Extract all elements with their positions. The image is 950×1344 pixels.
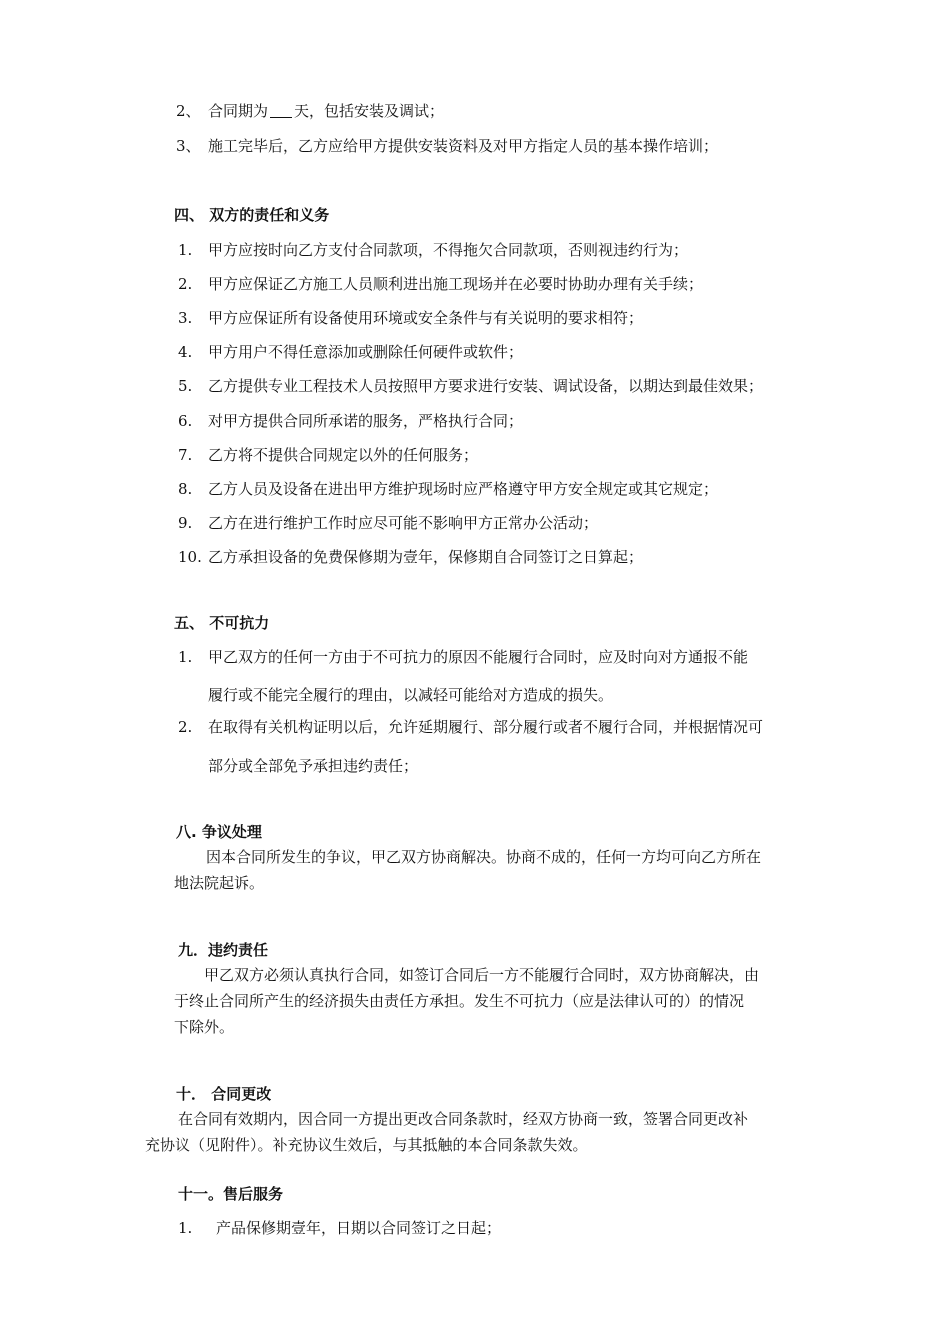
- clause-number: 2.: [178, 718, 193, 736]
- paragraph-line: 因本合同所发生的争议，甲乙双方协商解决。协商不成的，任何一方均可向乙方所在: [206, 848, 762, 866]
- clause-number: 4.: [178, 343, 193, 361]
- paragraph-line: 下除外。: [174, 1018, 235, 1036]
- clause-text: 乙方提供专业工程技术人员按照甲方要求进行安装、调试设备，以期达到最佳效果；: [208, 377, 764, 395]
- clause-4-3: [178, 308, 643, 328]
- clause-text: 产品保修期壹年，日期以合同签订之日起；: [216, 1219, 502, 1237]
- clause-5-2: [178, 717, 763, 737]
- clause-text: 天，包括安装及调试；: [294, 102, 445, 120]
- clause-text: 对甲方提供合同所承诺的服务，严格执行合同；: [208, 412, 524, 430]
- clause-4-4: [178, 342, 523, 362]
- clause-4-7: [178, 445, 478, 465]
- clause-4-1: [178, 240, 688, 260]
- clause-text: 在取得有关机构证明以后，允许延期履行、部分履行或者不履行合同，并根据情况可: [208, 718, 764, 736]
- clause-number: 2、: [176, 102, 201, 120]
- clause-5-2-cont: 部分或全部免予承担违约责任；: [208, 757, 419, 775]
- clause-4-2: [178, 274, 703, 294]
- clause-text: 乙方在进行维护工作时应尽可能不影响甲方正常办公活动；: [208, 514, 599, 532]
- clause-3-3: [176, 136, 718, 156]
- clause-number: 9.: [178, 514, 193, 532]
- clause-number: 7.: [178, 446, 193, 464]
- paragraph-line: 地法院起诉。: [174, 874, 265, 892]
- clause-4-9: [178, 513, 598, 533]
- paragraph-line: 在合同有效期内，因合同一方提出更改合同条款时，经双方协商一致，签署合同更改补: [178, 1110, 749, 1128]
- clause-11-1: [178, 1218, 501, 1238]
- clause-text: 乙方人员及设备在进出甲方维护现场时应严格遵守甲方安全规定或其它规定；: [208, 480, 719, 498]
- section-heading: 九．违约责任: [178, 941, 269, 959]
- clause-3-2: [176, 101, 444, 121]
- clause-text: 乙方将不提供合同规定以外的任何服务；: [208, 446, 479, 464]
- clause-text: 甲方用户不得任意添加或删除任何硬件或软件；: [208, 343, 524, 361]
- paragraph-line: 甲乙双方必须认真执行合同，如签订合同后一方不能履行合同时，双方协商解决，由: [204, 966, 760, 984]
- clause-number: 2.: [178, 275, 193, 293]
- section-heading: 十． 合同更改: [176, 1085, 272, 1103]
- paragraph-line: 于终止合同所产生的经济损失由责任方承担。发生不可抗力（应是法律认可的）的情况: [174, 992, 745, 1010]
- section-heading: 八. 争议处理: [176, 823, 262, 841]
- clause-number: 1.: [178, 241, 193, 259]
- clause-5-1-cont: 履行或不能完全履行的理由，以减轻可能给对方造成的损失。: [208, 686, 614, 704]
- clause-text: 甲方应保证乙方施工人员顺利进出施工现场并在必要时协助办理有关手续；: [208, 275, 704, 293]
- clause-number: 10.: [178, 548, 202, 566]
- clause-text: 甲方应保证所有设备使用环境或安全条件与有关说明的要求相符；: [208, 309, 644, 327]
- section-heading: 五、 不可抗力: [174, 614, 270, 632]
- clause-number: 6.: [178, 412, 193, 430]
- clause-number: 3.: [178, 309, 193, 327]
- section-heading: 十一。售后服务: [178, 1185, 284, 1203]
- fill-in-blank: [270, 103, 292, 118]
- clause-text: 乙方承担设备的免费保修期为壹年，保修期自合同签订之日算起；: [208, 548, 644, 566]
- clause-number: 5.: [178, 377, 193, 395]
- clause-4-10: [178, 547, 643, 567]
- clause-5-1: [178, 647, 748, 667]
- clause-text: 合同期为: [208, 102, 269, 120]
- clause-number: 1.: [178, 648, 193, 666]
- clause-4-5: [178, 376, 763, 396]
- clause-number: 3、: [176, 137, 201, 155]
- clause-text: 甲方应按时向乙方支付合同款项，不得拖欠合同款项，否则视违约行为；: [208, 241, 689, 259]
- paragraph-line: 充协议（见附件）。补充协议生效后，与其抵触的本合同条款失效。: [145, 1136, 588, 1154]
- section-heading: 四、 双方的责任和义务: [174, 206, 330, 224]
- clause-4-8: [178, 479, 718, 499]
- clause-4-6: [178, 411, 523, 431]
- clause-text: 甲乙双方的任何一方由于不可抗力的原因不能履行合同时，应及时向对方通报不能: [208, 648, 749, 666]
- clause-number: 8.: [178, 480, 193, 498]
- clause-text: 施工完毕后，乙方应给甲方提供安装资料及对甲方指定人员的基本操作培训；: [208, 137, 719, 155]
- clause-number: 1.: [178, 1219, 193, 1237]
